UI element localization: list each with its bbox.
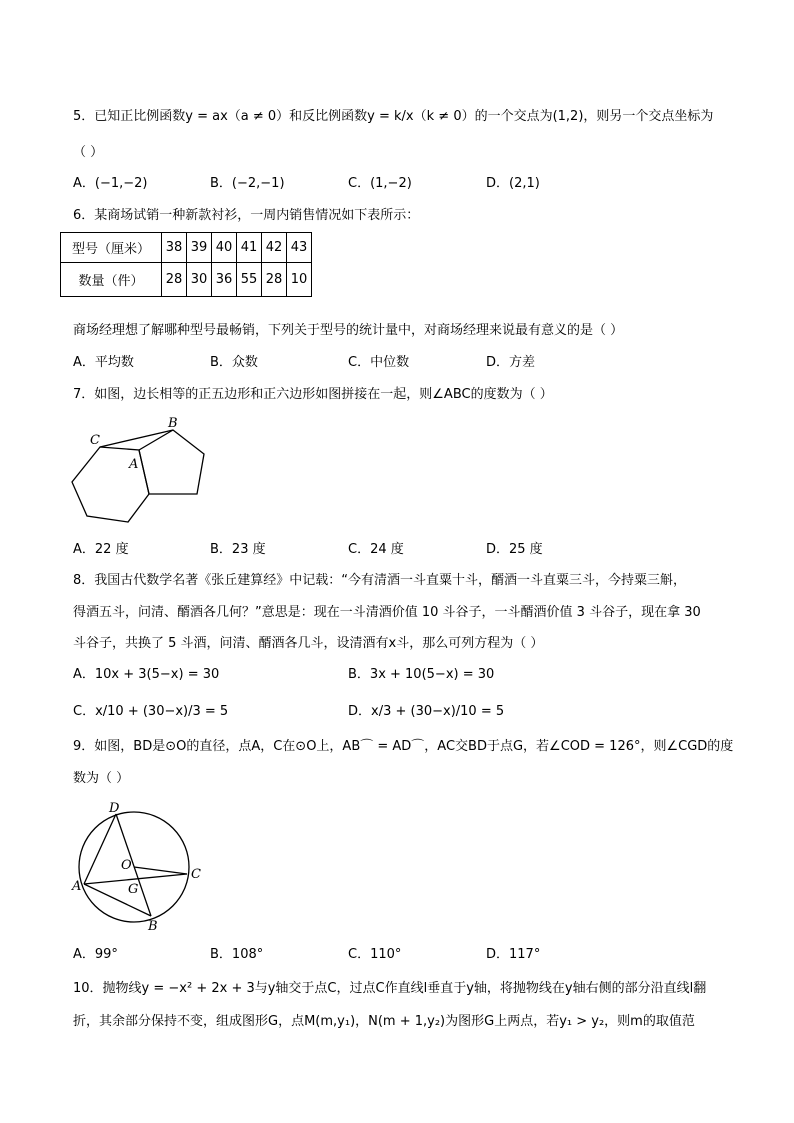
- label-b: B: [168, 416, 178, 431]
- table-cell: 28: [262, 263, 287, 297]
- q9-stem-line2: 数为（ ）: [73, 771, 130, 786]
- q7-option-c[interactable]: C．24 度: [348, 542, 404, 557]
- q5-option-c[interactable]: C．(1,−2): [348, 176, 412, 191]
- table-cell: 41: [237, 233, 262, 263]
- q6-question: 商场经理想了解哪种型号最畅销，下列关于型号的统计量中，对商场经理来说最有意义的是（ ）: [73, 323, 624, 338]
- q8-option-b[interactable]: B．3x + 10(5−x) = 30: [348, 667, 495, 682]
- table-cell: 30: [187, 263, 212, 297]
- q9-option-d[interactable]: D．117°: [486, 947, 541, 962]
- q5-option-d[interactable]: D．(2,1): [486, 176, 540, 191]
- q5-stem: 5．已知正比例函数y = ax（a ≠ 0）和反比例函数y = k/x（k ≠ 0）的一个交点为(1,2)，则另一个交点坐标为: [73, 109, 714, 124]
- label-c: C: [191, 867, 201, 882]
- pentagon-hexagon-figure: [60, 412, 220, 532]
- q6-stem: 6．某商场试销一种新款衬衫，一周内销售情况如下表所示：: [73, 208, 420, 223]
- table-cell: 28: [162, 263, 187, 297]
- q5-option-a[interactable]: A．(−1,−2): [73, 176, 148, 191]
- label-a: A: [72, 879, 82, 894]
- size-sales-table: [60, 232, 312, 297]
- q5-option-b[interactable]: B．(−2,−1): [210, 176, 285, 191]
- label-d: D: [109, 801, 120, 816]
- segment-oc: [134, 867, 187, 874]
- table-cell: 55: [237, 263, 262, 297]
- q7-option-d[interactable]: D．25 度: [486, 542, 543, 557]
- chord-ab: [84, 884, 151, 916]
- label-o: O: [121, 858, 132, 873]
- q6-option-b[interactable]: B．众数: [210, 355, 258, 370]
- table-cell: 38: [162, 233, 187, 263]
- q8-option-a[interactable]: A．10x + 3(5−x) = 30: [73, 667, 220, 682]
- table-cell: 36: [212, 263, 237, 297]
- row-label-quantity: 数量（件）: [61, 263, 162, 297]
- label-g: G: [128, 882, 139, 897]
- circle-figure: [66, 798, 216, 936]
- q8-stem-line2: 得酒五斗，问清、醑酒各几何？”意思是：现在一斗清酒价值 10 斗谷子，一斗醑酒价值 3 斗谷子，现在拿 30: [73, 605, 701, 620]
- table-cell: 39: [187, 233, 212, 263]
- q7-option-a[interactable]: A．22 度: [73, 542, 129, 557]
- q8-option-c[interactable]: C．x/10 + (30−x)/3 = 5: [73, 704, 229, 719]
- table-cell: 40: [212, 233, 237, 263]
- q6-option-a[interactable]: A．平均数: [73, 355, 134, 370]
- q9-option-c[interactable]: C．110°: [348, 947, 402, 962]
- table-row: [61, 263, 312, 297]
- q5-answer-paren: （ ）: [73, 145, 104, 160]
- table-cell: 43: [287, 233, 312, 263]
- q7-option-b[interactable]: B．23 度: [210, 542, 266, 557]
- row-label-size: 型号（厘米）: [61, 233, 162, 263]
- q10-stem-line1: 10．抛物线y = −x² + 2x + 3与y轴交于点C，过点C作直线l垂直于y轴，将抛物线在y轴右侧的部分沿直线l翻: [73, 981, 707, 996]
- label-b: B: [148, 919, 158, 934]
- label-c: C: [90, 433, 100, 448]
- label-a: A: [129, 457, 139, 472]
- table-cell: 42: [262, 233, 287, 263]
- table-row: [61, 233, 312, 263]
- segment-cb: [100, 430, 173, 447]
- q9-stem-line1: 9．如图，BD是⊙O的直径，点A，C在⊙O上，AB⌒ = AD⌒，AC交BD于点G，若∠COD = 126°，则∠CGD的度: [73, 739, 734, 754]
- q7-stem: 7．如图，边长相等的正五边形和正六边形如图拼接在一起，则∠ABC的度数为（ ）: [73, 387, 553, 402]
- q8-stem-line1: 8．我国古代数学名著《张丘建算经》中记载：“今有清酒一斗直粟十斗，醑酒一斗直粟三斗，今持粟三斛，: [73, 573, 687, 588]
- q8-option-d[interactable]: D．x/3 + (30−x)/10 = 5: [348, 704, 505, 719]
- q9-option-b[interactable]: B．108°: [210, 947, 264, 962]
- q6-option-d[interactable]: D．方差: [486, 355, 536, 370]
- table-cell: 10: [287, 263, 312, 297]
- pentagon-shape: [139, 430, 204, 494]
- q8-stem-line3: 斗谷子，共换了 5 斗酒，问清、醑酒各几斗，设清酒有x斗，那么可列方程为（ ）: [73, 636, 544, 651]
- q9-option-a[interactable]: A．99°: [73, 947, 118, 962]
- q6-option-c[interactable]: C．中位数: [348, 355, 410, 370]
- q10-stem-line2: 折，其余部分保持不变，组成图形G，点M(m,y₁)，N(m + 1,y₂)为图形G上两点，若y₁ > y₂，则m的取值范: [73, 1014, 695, 1029]
